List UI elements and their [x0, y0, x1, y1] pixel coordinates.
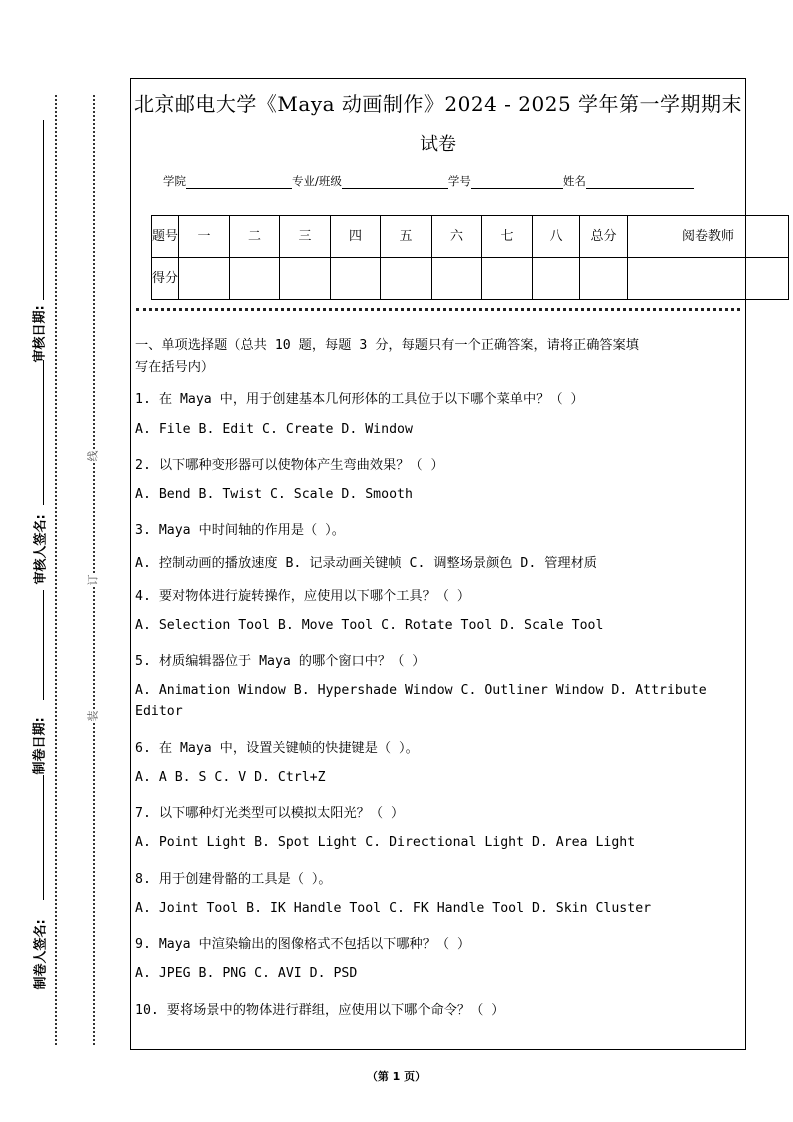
- answer-options: A. Point Light B. Spot Light C. Directional Light D. Area Light: [135, 835, 636, 850]
- score-cell[interactable]: [381, 258, 432, 300]
- binding-dotted-line: [55, 95, 57, 1045]
- binding-label: 线: [86, 450, 100, 462]
- row-label: 得分: [152, 258, 179, 300]
- score-cell[interactable]: [628, 258, 789, 300]
- field-label: 学院: [163, 174, 186, 188]
- name-field[interactable]: [586, 174, 694, 189]
- column-header: 阅卷教师: [628, 216, 789, 258]
- field-label: 学号: [447, 174, 471, 188]
- signature-line: [43, 590, 44, 700]
- section-heading: 一、单项选择题（总共 10 题，每题 3 分，每题只有一个正确答案，请将正确答案填: [135, 338, 639, 353]
- signature-line: [43, 775, 44, 900]
- question: 6. 在 Maya 中，设置关键帧的快捷键是（ ）。: [135, 741, 419, 756]
- field-label: 专业/班级: [292, 174, 342, 188]
- score-table: [151, 215, 789, 300]
- question: 9. Maya 中渲染输出的图像格式不包括以下哪种？（ ）: [135, 937, 471, 952]
- field-label: 姓名: [562, 174, 586, 188]
- question: 7. 以下哪种灯光类型可以模拟太阳光？（ ）: [135, 806, 405, 821]
- column-header: 五: [381, 216, 432, 258]
- answer-options: A. A B. S C. V D. Ctrl+Z: [135, 770, 326, 785]
- reviewer-sign-label: 审核人签名:: [33, 514, 49, 585]
- answer-options: A. File B. Edit C. Create D. Window: [135, 422, 413, 437]
- score-cell[interactable]: [230, 258, 280, 300]
- student-info: [163, 173, 694, 189]
- score-cell[interactable]: [580, 258, 628, 300]
- answer-options-cont: Editor: [135, 704, 183, 719]
- student-id-field[interactable]: [471, 174, 563, 189]
- score-cell[interactable]: [280, 258, 331, 300]
- exam-title-cont: 试卷: [420, 134, 456, 155]
- question: 8. 用于创建骨骼的工具是（ ）。: [135, 872, 332, 887]
- major-class-field[interactable]: [342, 174, 448, 189]
- binding-label: 装: [86, 710, 100, 722]
- binding-dotted-line: [93, 95, 95, 1045]
- page-number: （第 1 页）: [366, 1070, 427, 1083]
- prep-date-label: 制卷日期:: [32, 717, 48, 775]
- question: 1. 在 Maya 中，用于创建基本几何形体的工具位于以下哪个菜单中？（ ）: [135, 392, 584, 407]
- column-header: 六: [432, 216, 482, 258]
- column-header: 总分: [580, 216, 628, 258]
- answer-options: A. JPEG B. PNG C. AVI D. PSD: [135, 966, 358, 981]
- answer-options: A. Bend B. Twist C. Scale D. Smooth: [135, 487, 413, 502]
- answer-options: A. Animation Window B. Hypershade Window C. Outliner Window D. Attribute: [135, 683, 707, 698]
- preparer-sign-label: 制卷人签名:: [33, 919, 49, 990]
- separator-dotted-line: [136, 308, 740, 311]
- column-header: 三: [280, 216, 331, 258]
- score-cell[interactable]: [482, 258, 533, 300]
- signature-line: [43, 360, 44, 505]
- review-date-label: 审核日期:: [32, 305, 48, 363]
- column-header: 七: [482, 216, 533, 258]
- row-label: 题号: [152, 216, 179, 258]
- question: 4. 要对物体进行旋转操作，应使用以下哪个工具？（ ）: [135, 589, 471, 604]
- answer-options: A. Joint Tool B. IK Handle Tool C. FK Handle Tool D. Skin Cluster: [135, 901, 652, 916]
- question: 5. 材质编辑器位于 Maya 的哪个窗口中？（ ）: [135, 654, 426, 669]
- score-cell[interactable]: [331, 258, 381, 300]
- score-cell[interactable]: [432, 258, 482, 300]
- column-header: 一: [179, 216, 230, 258]
- column-header: 四: [331, 216, 381, 258]
- question: 3. Maya 中时间轴的作用是（ ）。: [135, 523, 345, 538]
- column-header: 八: [533, 216, 580, 258]
- column-header: 二: [230, 216, 280, 258]
- section-heading: 写在括号内）: [135, 360, 215, 375]
- signature-line: [43, 120, 44, 300]
- score-cell[interactable]: [179, 258, 230, 300]
- score-cell[interactable]: [533, 258, 580, 300]
- answer-options: A. 控制动画的播放速度 B. 记录动画关键帧 C. 调整场景颜色 D. 管理材质: [135, 556, 597, 571]
- exam-title: 北京邮电大学《Maya 动画制作》2024 - 2025 学年第一学期期末: [133, 92, 743, 116]
- question: 10. 要将场景中的物体进行群组，应使用以下哪个命令？（ ）: [135, 1003, 505, 1018]
- question: 2. 以下哪种变形器可以使物体产生弯曲效果？（ ）: [135, 458, 444, 473]
- binding-label: 订: [86, 574, 100, 586]
- college-field[interactable]: [186, 174, 292, 189]
- answer-options: A. Selection Tool B. Move Tool C. Rotate Tool D. Scale Tool: [135, 618, 604, 633]
